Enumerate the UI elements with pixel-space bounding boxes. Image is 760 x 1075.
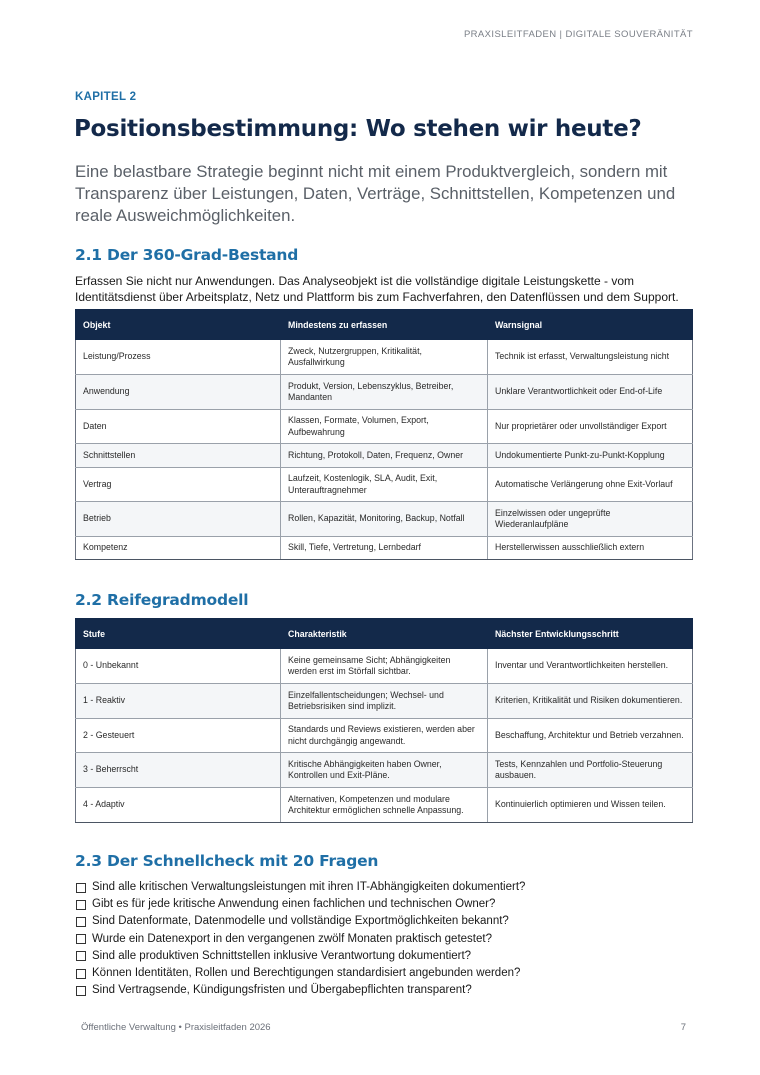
table-cell: 0 - Unbekannt bbox=[76, 649, 281, 684]
table-row bbox=[76, 753, 693, 788]
column-header: Stufe bbox=[76, 619, 281, 649]
section-intro-paragraph: Erfassen Sie nicht nur Anwendungen. Das Analyseobjekt ist die vollständige digitale Leistungskette - vom Identitätsdienst über Arbeitsplatz, Netz und Plattform bis zum Fachverfahren, den Datenflüssen und dem Support. bbox=[75, 274, 679, 304]
table-cell: Produkt, Version, Lebenszyklus, Betreiber, Mandanten bbox=[281, 375, 488, 410]
table-cell: Anwendung bbox=[76, 375, 281, 410]
table-cell: Leistung/Prozess bbox=[76, 340, 281, 375]
table-cell: Kontinuierlich optimieren und Wissen teilen. bbox=[488, 788, 693, 823]
checklist-item-text: Sind alle produktiven Schnittstellen inklusive Verantwortung dokumentiert? bbox=[92, 949, 472, 962]
checkbox-icon bbox=[76, 986, 86, 996]
table-cell: Kriterien, Kritikalität und Risiken dokumentieren. bbox=[488, 684, 693, 719]
table-row bbox=[76, 502, 693, 537]
table-row bbox=[76, 788, 693, 823]
checklist-item bbox=[75, 896, 525, 913]
column-header: Objekt bbox=[76, 310, 281, 340]
table-cell: 2 - Gesteuert bbox=[76, 719, 281, 753]
table-cell: Alternativen, Kompetenzen und modulare Architektur ermöglichen schnelle Anpassung. bbox=[281, 788, 488, 823]
running-header: PRAXISLEITFADEN | DIGITALE SOUVERÄNITÄT bbox=[463, 29, 693, 40]
page-number: 7 bbox=[680, 1022, 686, 1033]
table-cell: 1 - Reaktiv bbox=[76, 684, 281, 719]
table-cell: Automatische Verlängerung ohne Exit-Vorlauf bbox=[488, 468, 693, 502]
checklist-item-text: Sind Datenformate, Datenmodelle und vollständige Exportmöglichkeiten bekannt? bbox=[92, 915, 509, 928]
table-cell: Beschaffung, Architektur und Betrieb verzahnen. bbox=[488, 719, 693, 753]
table-cell: Inventar und Verantwortlichkeiten herstellen. bbox=[488, 649, 693, 684]
table-cell: Skill, Tiefe, Vertretung, Lernbedarf bbox=[281, 537, 488, 560]
table-header-row bbox=[76, 619, 693, 649]
table-cell: Standards und Reviews existieren, werden aber nicht durchgängig angewandt. bbox=[281, 719, 488, 753]
checklist-item-text: Sind Vertragsende, Kündigungsfristen und Übergabepflichten transparent? bbox=[92, 984, 472, 997]
table-cell: Rollen, Kapazität, Monitoring, Backup, Notfall bbox=[281, 502, 488, 537]
table-row bbox=[76, 537, 693, 560]
footer-text: Öffentliche Verwaltung • Praxisleitfaden 2026 bbox=[81, 1022, 271, 1033]
table-cell: 3 - Beherrscht bbox=[76, 753, 281, 788]
table-row bbox=[76, 684, 693, 719]
table-cell: Keine gemeinsame Sicht; Abhängigkeiten werden erst im Störfall sichtbar. bbox=[281, 649, 488, 684]
checklist-item bbox=[75, 965, 525, 982]
checklist-item bbox=[75, 913, 525, 930]
table-row bbox=[76, 444, 693, 468]
table-cell: Unklare Verantwortlichkeit oder End-of-Life bbox=[488, 375, 693, 410]
checklist-item bbox=[75, 982, 525, 999]
section-heading-maturity: 2.2 Reifegradmodell bbox=[75, 591, 249, 609]
table-cell: Klassen, Formate, Volumen, Export, Aufbewahrung bbox=[281, 410, 488, 444]
lead-paragraph: Eine belastbare Strategie beginnt nicht mit einem Produktvergleich, sondern mit Transparenz über Leistungen, Daten, Verträge, Schnittstellen, Kompetenzen und reale Ausweichmöglichkeiten. bbox=[75, 162, 676, 225]
checkbox-icon bbox=[76, 917, 86, 927]
quickcheck-list bbox=[75, 879, 525, 999]
column-header: Warnsignal bbox=[488, 310, 693, 340]
table-cell: Kritische Abhängigkeiten haben Owner, Kontrollen und Exit-Pläne. bbox=[281, 753, 488, 788]
table-cell: Zweck, Nutzergruppen, Kritikalität, Ausfallwirkung bbox=[281, 340, 488, 375]
checklist-item-text: Sind alle kritischen Verwaltungsleistungen mit ihren IT-Abhängigkeiten dokumentiert? bbox=[92, 881, 526, 893]
checklist-item-text: Gibt es für jede kritische Anwendung einen fachlichen und technischen Owner? bbox=[92, 898, 496, 911]
table-cell: Betrieb bbox=[76, 502, 281, 537]
page-title: Positionsbestimmung: Wo stehen wir heute? bbox=[74, 116, 642, 142]
table-row bbox=[76, 719, 693, 753]
table-cell: Technik ist erfasst, Verwaltungsleistung nicht bbox=[488, 340, 693, 375]
table-row bbox=[76, 340, 693, 375]
column-header: Mindestens zu erfassen bbox=[281, 310, 488, 340]
table-row bbox=[76, 649, 693, 684]
table-cell: Tests, Kennzahlen und Portfolio-Steuerung ausbauen. bbox=[488, 753, 693, 788]
checkbox-icon bbox=[76, 883, 86, 893]
checkbox-icon bbox=[76, 969, 86, 979]
table-row bbox=[76, 410, 693, 444]
section-heading-inventory: 2.1 Der 360-Grad-Bestand bbox=[75, 246, 299, 264]
table-row bbox=[76, 375, 693, 410]
table-cell: Einzelwissen oder ungeprüfte Wiederanlaufpläne bbox=[488, 502, 693, 537]
table-cell: Richtung, Protokoll, Daten, Frequenz, Owner bbox=[281, 444, 488, 468]
maturity-table bbox=[75, 618, 693, 823]
checklist-item bbox=[75, 948, 525, 965]
table-header-row bbox=[76, 310, 693, 340]
checklist-item-text: Wurde ein Datenexport in den vergangenen zwölf Monaten praktisch getestet? bbox=[92, 932, 492, 945]
column-header: Nächster Entwicklungsschritt bbox=[488, 619, 693, 649]
table-row bbox=[76, 468, 693, 502]
table-cell: Herstellerwissen ausschließlich extern bbox=[488, 537, 693, 560]
table-cell: Undokumentierte Punkt-zu-Punkt-Kopplung bbox=[488, 444, 693, 468]
table-cell: Vertrag bbox=[76, 468, 281, 502]
table-cell: 4 - Adaptiv bbox=[76, 788, 281, 823]
column-header: Charakteristik bbox=[281, 619, 488, 649]
checkbox-icon bbox=[76, 934, 86, 944]
checklist-item bbox=[75, 931, 525, 948]
checkbox-icon bbox=[76, 951, 86, 961]
table-cell: Kompetenz bbox=[76, 537, 281, 560]
chapter-label: KAPITEL 2 bbox=[75, 91, 137, 103]
table-cell: Nur proprietärer oder unvollständiger Export bbox=[488, 410, 693, 444]
table-cell: Daten bbox=[76, 410, 281, 444]
table-cell: Schnittstellen bbox=[76, 444, 281, 468]
checklist-item-text: Können Identitäten, Rollen und Berechtigungen standardisiert angebunden werden? bbox=[92, 967, 521, 980]
table-cell: Laufzeit, Kostenlogik, SLA, Audit, Exit, Unterauftragnehmer bbox=[281, 468, 488, 502]
checkbox-icon bbox=[76, 900, 86, 910]
checklist-item bbox=[75, 879, 525, 896]
table-cell: Einzelfallentscheidungen; Wechsel- und Betriebsrisiken sind implizit. bbox=[281, 684, 488, 719]
section-heading-quickcheck: 2.3 Der Schnellcheck mit 20 Fragen bbox=[75, 852, 379, 870]
inventory-table bbox=[75, 309, 693, 560]
